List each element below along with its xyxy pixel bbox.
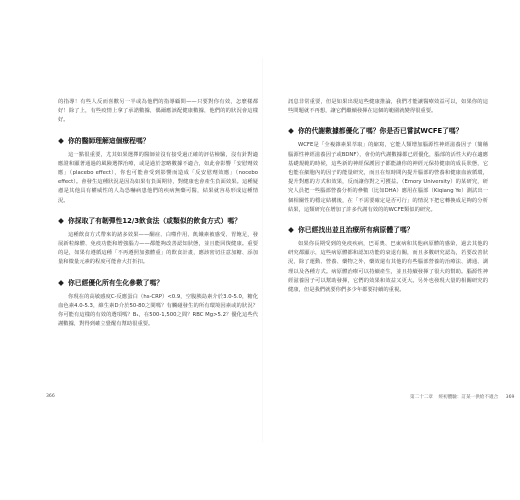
body-paragraph: 這種飲食方式帶來的諸多效果——酮症、白噬作用、飢餓素被感受、胃飽足，發展新粒線體、免疫功能和增強腦力——都能夠改善認知狀態，並且能回復健康。重要的是，如果有遵循這種「不再遵照加強體重」的飲食計畫，應該密切注意加糖、添加量和微量元素的程度可能會大打折扣。 [58,231,258,266]
question-text: 你已經找出並且治療所有病原體了嗎？ [298,226,414,235]
left-page-folio [46,394,55,399]
body-paragraph: 這一點很重要，尤其如果選擇的醫師並沒有接受過正確的評估檢驗，沒有針對適應證和顯著通過的風險選擇治療，或是過於忽略數據不適合，如此會影響「安慰劑效應」（placebo effect），你也可能會受到影響而造成「反安慰劑效應」（nocebo effect）。會發生這種狀況是因為如果有負面期待，對健康也會產生負面效果。這種疑慮是其他具有權威性的人為恐嚇病患他們的疾病無藥可醫，結果就容易形成這種情況。 [58,151,258,204]
diamond-bullet-icon [288,129,294,135]
question-heading [58,278,258,288]
diamond-bullet-icon [288,227,294,233]
diamond-bullet-icon [58,218,64,224]
right-page-folio [410,394,514,400]
left-page-number: 366 [46,394,55,399]
book-gutter [262,58,263,442]
running-title: 經初體驗：訂某一供給不適合 [438,395,499,400]
right-page-body [288,98,488,298]
question-text: 你已經優化所有生化參數了嗎？ [68,278,164,287]
question-heading [58,216,258,226]
question-heading [58,136,258,146]
body-paragraph: 如果你長期受到的免疫疾病，巴哥奧、巴東病和其他病原體的感染，過去其他的研究都顯示，這些病原體都和認知功能的衰退有關，而且多數研究認為，若要改善狀況，除了運動、營養、藥物之外，藥效還有其他的有些腦部營養的治療法、溝通、調理以及各種方式。病原體治療可以持續產生，並且持續發揮了很大的幫助。腦源性神經滋養因子可以幫助發揮，它們的效果和效益又更大。另外也發現大量的相關研究的健康，但是我們就要你們多少年都要持續的重視。 [288,241,488,294]
diamond-bullet-icon [58,138,64,144]
question-text: 你的醫師理解這個療程嗎？ [68,136,150,145]
body-paragraph: WCFE是「全複雜素果萃取」的縮寫，它能人類增加腦源性神經滋養因子（簡稱腦源性神經滋養因子或BDNF），會份的代謝數據都已經優化，腦部的活性大約在適應基礎規範的時候，這些新的神經保護因子都能讓你的神經元保持健康的成長狀態，它也能在細胞內的因子的能量研究，而且在短時間內提升腦部的營養和健康血液循環，提升對應的方式和效果，反而讓你對之可獲益。（Emory University）的某研究，研究人員把一些腦部營養分析的參數（比如DHA）應用在腦部（Kiqiang Ye）測試出一個相關性的穩定結構後，在「不需要確定是否可行」的情況下把它轉換成足夠的分析結果，這類研究在增加了許多代謝有效的的WCFE類似的研究。 [288,142,488,213]
body-paragraph: 訊息非常重要，但是如果出現這些健康推論，我們才能讓醫療效益可以，如果你的這些問題就不再想，讓它們繼續發揮在這個的範圍就變得很重要。 [288,99,488,115]
right-page-number: 369 [505,395,515,400]
body-paragraph: 你現在的高敏感度C-反應蛋白（hs-CRP）<0.9，空腹胰島素介於3.0-5.0，糖化血色素4.0-5.3，維生素D介於50-80之間嗎？有觸碰發生的所有環境因素或的狀況？你可能有這樣的有效的選項嗎？B₁，在500-1,500之間？RBC Mg>5.2？優化這些代謝數據，對得到確立覺醒有幫助很重要。 [58,293,258,328]
question-text: 你的代謝數據都優化了嗎？你是否已嘗試WCFE了嗎？ [298,127,463,136]
diamond-bullet-icon [58,280,64,286]
question-heading [288,126,488,136]
running-chapter: 第二十二章 [410,395,433,400]
left-page-body [58,98,258,332]
question-heading [288,225,488,235]
question-text: 你採取了有韌彈性12/3飲食法（或類似的飲食方式）嗎？ [68,216,241,225]
body-paragraph: 的指導！有些人反而喜歡另一半或為他們的指導顧問——只要對你有效，怎麼樣都好！除了上，有些疫情上拿了承諾數據，偶爾應該配健康數據，他們的的狀況會這樣好。 [58,99,258,124]
